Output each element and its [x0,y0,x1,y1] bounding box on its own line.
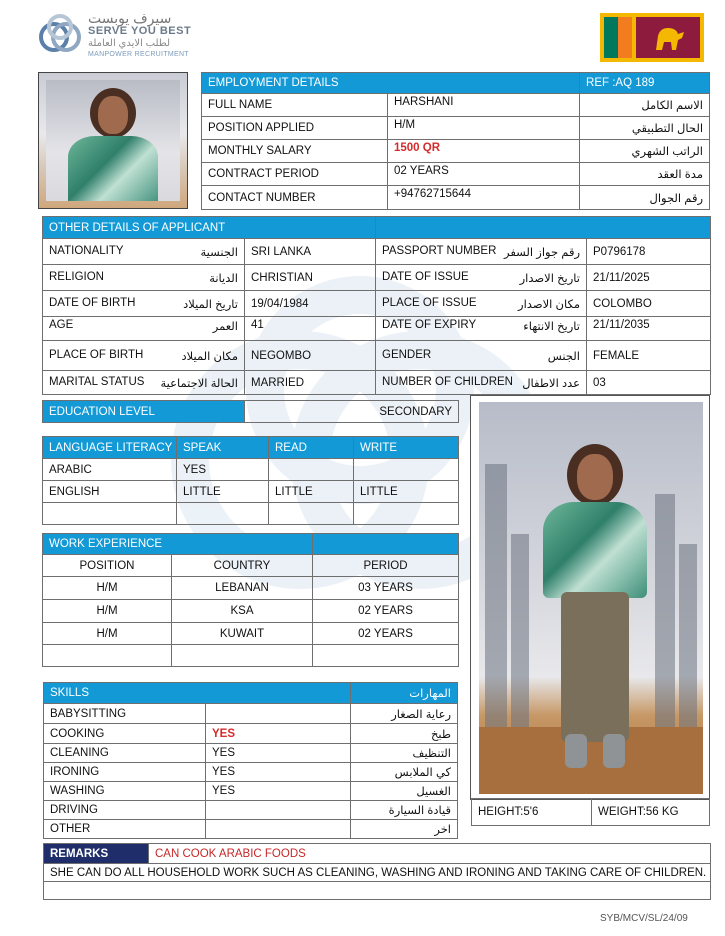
work-experience-table [42,533,459,667]
language-name [43,503,177,525]
dob-ar: تاريخ الميلاد [183,298,238,311]
skill-ar: كي الملابس [351,763,458,782]
table-row [43,623,459,645]
work-period: 03 YEARS [313,577,459,600]
table-row [43,577,459,600]
skills-header: SKILLS [44,683,351,704]
remarks-value: CAN COOK ARABIC FOODS [149,844,711,864]
skills-header-ar: المهارات [351,683,458,704]
skill-ar: طبخ [351,724,458,744]
issue-date-ar: تاريخ الاصدار [519,272,580,285]
position-label: POSITION APPLIED [202,117,388,140]
issue-place-label: PLACE OF ISSUE [382,296,477,309]
language-write [354,503,459,525]
skill-ar: قيادة السيارة [351,801,458,820]
speak-header: SPEAK [177,437,269,459]
religion-label: RELIGION [49,270,104,283]
height-value: HEIGHT:5'6 [472,799,592,826]
skill-value [206,704,351,724]
work-country: LEBANAN [172,577,313,600]
birth-place-label: PLACE OF BIRTH [49,348,144,361]
table-row [43,239,711,265]
table-row [43,371,711,395]
issue-place-value: COLOMBO [587,291,711,317]
skill-ar: اخر [351,820,458,839]
language-read [269,459,354,481]
age-value: 41 [245,317,376,341]
work-position: H/M [43,623,172,645]
religion-value: CHRISTIAN [245,265,376,291]
skill-label: IRONING [44,763,206,782]
salary-value: 1500 QR [388,140,580,163]
employment-details-table [201,72,710,210]
language-speak: LITTLE [177,481,269,503]
education-value: SECONDARY [245,401,459,423]
marital-ar: الحالة الاجتماعية [160,377,238,390]
skill-value: YES [206,782,351,801]
ref-number: REF :AQ 189 [580,73,710,94]
language-speak [177,503,269,525]
religion-ar: الديانة [209,272,238,285]
language-read: LITTLE [269,481,354,503]
skill-ar: الغسيل [351,782,458,801]
children-label: NUMBER OF CHILDREN [382,375,513,388]
full-name-value: HARSHANI [388,94,580,117]
dob-label: DATE OF BIRTH [49,296,136,309]
table-row [44,782,458,801]
passport-ar: رقم جواز السفر [503,246,580,259]
education-table [42,400,459,423]
nationality-label: NATIONALITY [49,244,124,257]
marital-label: MARITAL STATUS [49,375,145,388]
language-name: ARABIC [43,459,177,481]
other-details-header: OTHER DETAILS OF APPLICANT [43,217,376,239]
table-row [44,763,458,782]
age-ar: العمر [212,321,238,333]
measurements-table [471,798,710,826]
nationality-ar: الجنسية [200,246,238,259]
dob-value: 19/04/1984 [245,291,376,317]
read-header: READ [269,437,354,459]
skill-value [206,820,351,839]
table-row [43,341,711,371]
work-country: KSA [172,600,313,623]
language-read [269,503,354,525]
salary-ar: الراتب الشهري [580,140,710,163]
children-ar: عدد الاطفال [522,377,580,390]
contact-ar: رقم الجوال [580,186,710,210]
applicant-photo-small [38,72,188,209]
skill-label: OTHER [44,820,206,839]
applicant-photo-full [470,395,710,800]
language-write: LITTLE [354,481,459,503]
work-country [172,645,313,667]
table-row [43,481,459,503]
birth-place-value: NEGOMBO [245,341,376,371]
table-row [43,459,459,481]
issue-place-ar: مكان الاصدار [518,298,580,311]
passport-label: PASSPORT NUMBER [382,244,497,257]
table-row [43,645,459,667]
contact-value: +94762715644 [388,186,580,210]
expiry-ar: تاريخ الانتهاء [523,321,580,333]
company-sub-en: MANPOWER RECRUITMENT [88,51,189,58]
skill-ar: رعاية الصغار [351,704,458,724]
education-label: EDUCATION LEVEL [43,401,245,423]
company-name-en: SERVE YOU BEST [88,25,192,37]
language-write [354,459,459,481]
work-period [313,645,459,667]
full-name-ar: الاسم الكامل [580,94,710,117]
table-row [43,503,459,525]
table-row [43,265,711,291]
contract-label: CONTRACT PERIOD [202,163,388,186]
contract-value: 02 YEARS [388,163,580,186]
position-ar: الحال التطبيقي [580,117,710,140]
nationality-value: SRI LANKA [245,239,376,265]
country-column: COUNTRY [172,555,313,577]
skill-value: YES [206,724,351,744]
full-name-label: FULL NAME [202,94,388,117]
position-value: H/M [388,117,580,140]
work-header: WORK EXPERIENCE [43,534,313,555]
work-country: KUWAIT [172,623,313,645]
skill-label: CLEANING [44,744,206,763]
salary-label: MONTHLY SALARY [202,140,388,163]
table-row [43,291,711,317]
skill-ar: التنظيف [351,744,458,763]
language-table [42,436,459,525]
position-column: POSITION [43,555,172,577]
table-row [44,724,458,744]
birth-place-ar: مكان الميلاد [181,350,238,363]
children-value: 03 [587,371,711,395]
work-position: H/M [43,600,172,623]
write-header: WRITE [354,437,459,459]
lion-icon [650,22,688,54]
language-speak: YES [177,459,269,481]
period-column: PERIOD [313,555,459,577]
skill-value: YES [206,763,351,782]
language-name: ENGLISH [43,481,177,503]
company-logo [36,10,211,66]
employment-header: EMPLOYMENT DETAILS [202,73,580,94]
age-label: AGE [49,319,74,331]
passport-value: P0796178 [587,239,711,265]
work-position [43,645,172,667]
table-row [43,317,711,341]
remarks-label: REMARKS [44,844,149,864]
skill-label: DRIVING [44,801,206,820]
skill-label: WASHING [44,782,206,801]
marital-value: MARRIED [245,371,376,395]
weight-value: WEIGHT:56 KG [592,799,710,826]
work-period: 02 YEARS [313,600,459,623]
table-row [43,600,459,623]
gender-ar: الجنس [547,350,580,363]
skill-value: YES [206,744,351,763]
company-sub-ar: لطلب الايدي العاملة [88,38,171,49]
issue-date-label: DATE OF ISSUE [382,270,469,283]
skill-label: BABYSITTING [44,704,206,724]
contract-ar: مدة العقد [580,163,710,186]
remarks-table [43,843,711,900]
remarks-note: SHE CAN DO ALL HOUSEHOLD WORK SUCH AS CLEANING, WASHING AND IRONING AND TAKING CARE OF CHILDREN. [44,864,711,882]
contact-label: CONTACT NUMBER [202,186,388,210]
expiry-label: DATE OF EXPIRY [382,319,477,331]
table-row [44,704,458,724]
expiry-value: 21/11/2035 [587,317,711,341]
skill-value [206,801,351,820]
sri-lanka-flag [600,13,704,62]
gender-label: GENDER [382,348,432,361]
table-row [44,820,458,839]
gender-value: FEMALE [587,341,711,371]
work-position: H/M [43,577,172,600]
skill-label: COOKING [44,724,206,744]
logo-rings-icon [36,12,84,62]
footer-code: SYB/MCV/SL/24/09 [600,913,688,924]
other-details-table [42,216,711,395]
skills-table [43,682,458,839]
work-period: 02 YEARS [313,623,459,645]
table-row [44,801,458,820]
issue-date-value: 21/11/2025 [587,265,711,291]
language-header: LANGUAGE LITERACY [43,437,177,459]
company-name-ar: سيرف يوبست [88,10,172,26]
table-row [44,744,458,763]
